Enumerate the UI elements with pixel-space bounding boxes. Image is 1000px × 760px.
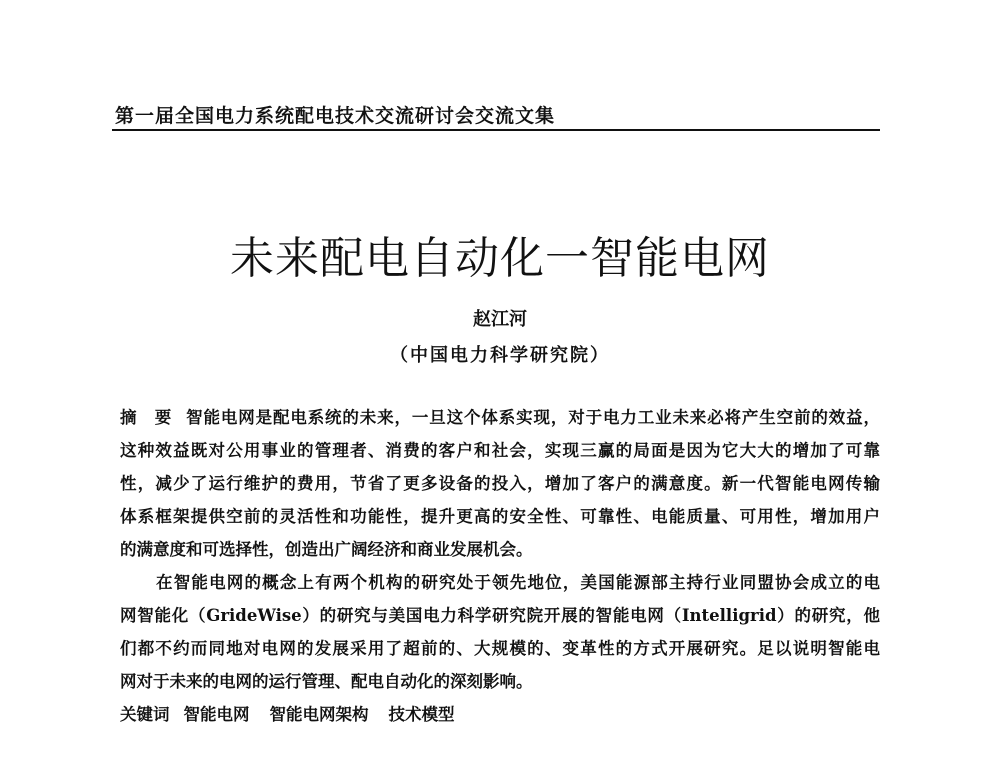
abstract-label: 摘 要 <box>120 408 173 427</box>
keyword: 技术模型 <box>388 705 455 724</box>
abstract-line <box>120 405 880 438</box>
abstract-line: 的满意度和可选择性，创造出广阔经济和商业发展机会。 <box>120 540 533 559</box>
paper-title: 未来配电自动化一智能电网 <box>230 233 770 284</box>
affiliation: （中国电力科学研究院） <box>390 345 610 366</box>
keyword: 智能电网 <box>183 705 250 724</box>
header-rule <box>112 129 880 131</box>
author: 赵江河 <box>473 309 527 330</box>
paragraph-line: 网对于未来的电网的运行管理、配电自动化的深刻影响。 <box>120 672 533 691</box>
paragraph-line: 在智能电网的概念上有两个机构的研究处于领先地位，美国能源部主持行业同盟协会成立的电 <box>156 573 880 592</box>
abstract-line: 性，减少了运行维护的费用，节省了更多设备的投入，增加了客户的满意度。新一代智能电网传输 <box>120 474 880 493</box>
paragraph-line: 网智能化（GrideWise）的研究与美国电力科学研究院开展的智能电网（Intelligrid）的研究，他 <box>120 606 880 625</box>
abstract-text: 智能电网是配电系统的未来，一旦这个体系实现，对于电力工业未来必将产生空前的效益， <box>186 408 881 427</box>
abstract-line: 体系框架提供空前的灵活性和功能性，提升更高的安全性、可靠性、电能质量、可用性，增加用户 <box>120 507 880 526</box>
abstract-line: 这种效益既对公用事业的管理者、消费的客户和社会，实现三赢的局面是因为它大大的增加了可靠 <box>120 441 880 460</box>
keywords-line <box>120 702 880 735</box>
running-header: 第一届全国电力系统配电技术交流研讨会交流文集 <box>115 105 556 127</box>
keyword: 智能电网架构 <box>269 705 369 724</box>
keywords-label: 关键词 <box>120 705 170 724</box>
abstract-section <box>120 405 880 735</box>
paragraph-line: 们都不约而同地对电网的发展采用了超前的、大规模的、变革性的方式开展研究。足以说明智能电 <box>120 639 880 658</box>
